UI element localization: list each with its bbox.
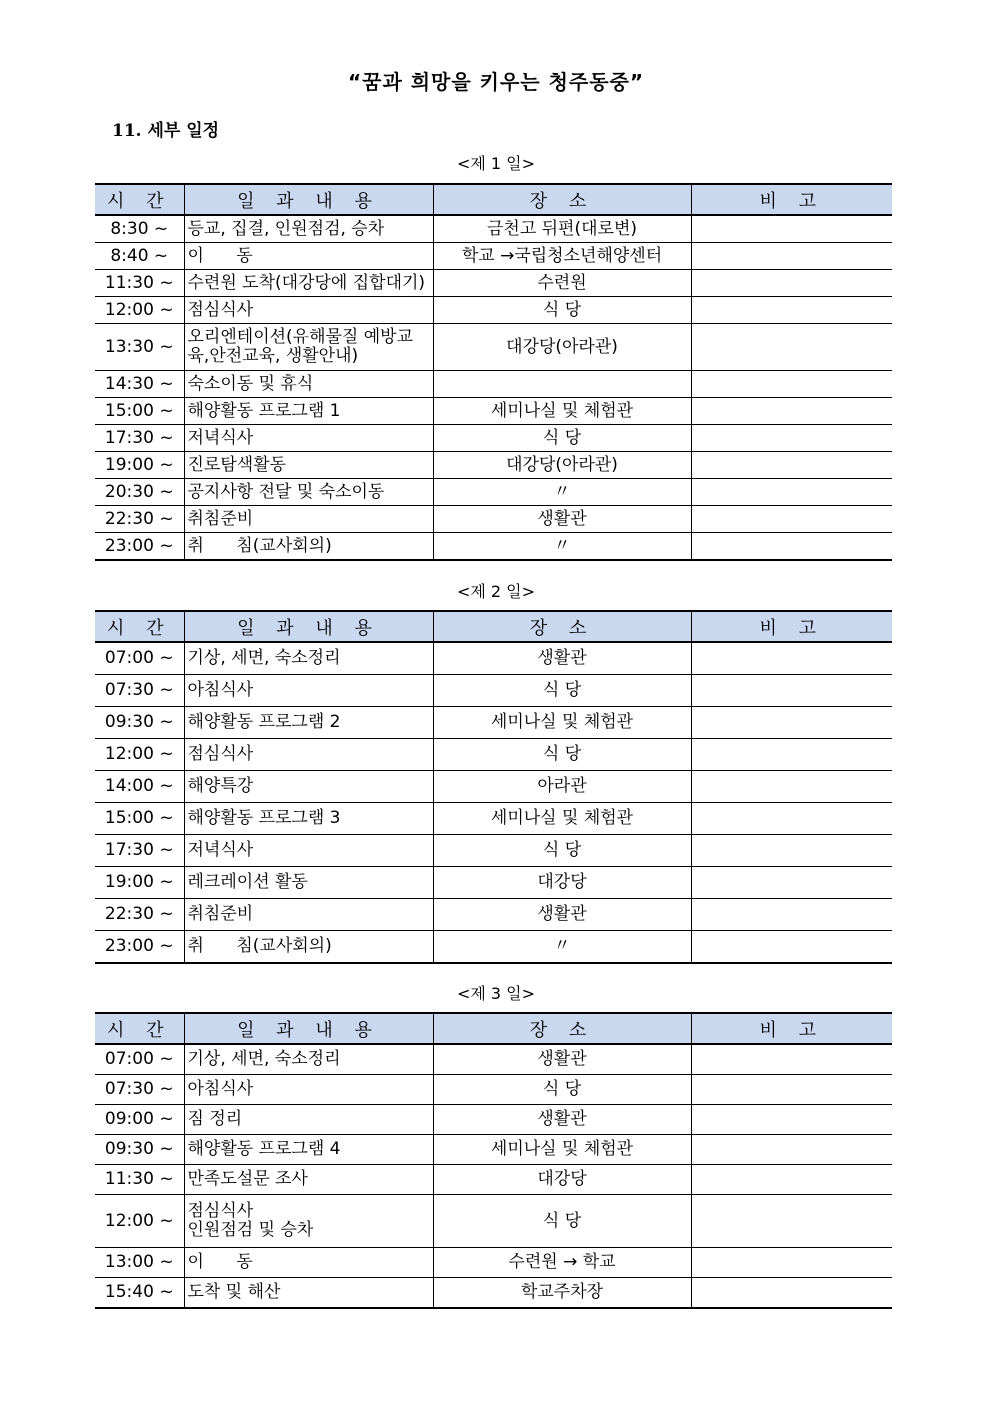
place-cell: 학교 →국립청소년해양센터 <box>433 243 691 270</box>
document-title: “꿈과 희망을 키우는 청주동중” <box>347 70 645 94</box>
schedule-row <box>95 899 892 931</box>
day-1-schedule-table <box>95 183 892 561</box>
activity-cell: 등교, 집결, 인원점검, 승차 <box>184 215 433 243</box>
schedule-row <box>95 1195 892 1248</box>
activity-cell: 저녁식사 <box>184 425 433 452</box>
schedule-row <box>95 675 892 707</box>
activity-cell: 진로탐색활동 <box>184 452 433 479</box>
note-cell <box>691 533 892 561</box>
schedule-row <box>95 707 892 739</box>
place-cell: 금천고 뒤편(대로변) <box>433 215 691 243</box>
time-cell: 14:30 ~ <box>95 371 184 398</box>
time-cell: 17:30 ~ <box>95 835 184 867</box>
section-heading: 11. 세부 일정 <box>112 121 220 141</box>
schedule-row <box>95 1135 892 1165</box>
note-cell <box>691 1165 892 1195</box>
time-cell: 20:30 ~ <box>95 479 184 506</box>
day-3-schedule-table <box>95 1012 892 1309</box>
activity-cell: 기상, 세면, 숙소정리 <box>184 1044 433 1075</box>
place-cell: 대강당(아라관) <box>433 324 691 371</box>
time-cell: 17:30 ~ <box>95 425 184 452</box>
day-1-label: <제 1 일> <box>456 154 536 173</box>
place-cell: 식 당 <box>433 1195 691 1248</box>
header-place: 장 소 <box>433 1013 691 1044</box>
activity-cell: 취 침(교사회의) <box>184 931 433 964</box>
activity-cell: 해양활동 프로그램 4 <box>184 1135 433 1165</box>
time-cell: 11:30 ~ <box>95 1165 184 1195</box>
activity-cell: 숙소이동 및 휴식 <box>184 371 433 398</box>
schedule-row <box>95 835 892 867</box>
place-cell: 생활관 <box>433 642 691 675</box>
note-cell <box>691 931 892 964</box>
note-cell <box>691 371 892 398</box>
note-cell <box>691 771 892 803</box>
time-cell: 12:00 ~ <box>95 1195 184 1248</box>
place-cell: 생활관 <box>433 1105 691 1135</box>
time-cell: 8:40 ~ <box>95 243 184 270</box>
place-cell: 세미나실 및 체험관 <box>433 803 691 835</box>
activity-cell: 점심식사 <box>184 297 433 324</box>
note-cell <box>691 479 892 506</box>
schedule-row <box>95 243 892 270</box>
place-cell: 식 당 <box>433 297 691 324</box>
activity-cell: 아침식사 <box>184 1075 433 1105</box>
activity-cell: 수련원 도착(대강당에 집합대기) <box>184 270 433 297</box>
activity-cell: 해양활동 프로그램 1 <box>184 398 433 425</box>
time-cell: 09:30 ~ <box>95 1135 184 1165</box>
place-cell: 아라관 <box>433 771 691 803</box>
schedule-row <box>95 452 892 479</box>
schedule-row <box>95 803 892 835</box>
schedule-row <box>95 1044 892 1075</box>
note-cell <box>691 324 892 371</box>
schedule-row <box>95 506 892 533</box>
time-cell: 13:00 ~ <box>95 1248 184 1278</box>
time-cell: 07:00 ~ <box>95 1044 184 1075</box>
note-cell <box>691 1195 892 1248</box>
schedule-row <box>95 1075 892 1105</box>
time-cell: 15:00 ~ <box>95 803 184 835</box>
place-cell: 생활관 <box>433 1044 691 1075</box>
schedule-row <box>95 371 892 398</box>
note-cell <box>691 1278 892 1309</box>
note-cell <box>691 270 892 297</box>
schedule-row <box>95 642 892 675</box>
note-cell <box>691 835 892 867</box>
note-cell <box>691 1105 892 1135</box>
time-cell: 07:00 ~ <box>95 642 184 675</box>
day-2-schedule-table <box>95 610 892 964</box>
note-cell <box>691 642 892 675</box>
activity-cell: 점심식사 인원점검 및 승차 <box>184 1195 433 1248</box>
header-place: 장 소 <box>433 184 691 215</box>
note-cell <box>691 425 892 452</box>
note-cell <box>691 899 892 931</box>
schedule-row <box>95 270 892 297</box>
header-note: 비 고 <box>691 1013 892 1044</box>
place-cell: 식 당 <box>433 425 691 452</box>
place-cell: 세미나실 및 체험관 <box>433 1135 691 1165</box>
place-cell: 대강당 <box>433 1165 691 1195</box>
schedule-row <box>95 771 892 803</box>
activity-cell: 공지사항 전달 및 숙소이동 <box>184 479 433 506</box>
time-cell: 07:30 ~ <box>95 1075 184 1105</box>
header-place: 장 소 <box>433 611 691 642</box>
note-cell <box>691 1248 892 1278</box>
place-cell: 생활관 <box>433 506 691 533</box>
time-cell: 12:00 ~ <box>95 739 184 771</box>
place-cell: 수련원 <box>433 270 691 297</box>
schedule-row <box>95 931 892 964</box>
note-cell <box>691 867 892 899</box>
place-cell: 〃 <box>433 533 691 561</box>
place-cell: 생활관 <box>433 899 691 931</box>
activity-cell: 레크레이션 활동 <box>184 867 433 899</box>
schedule-row <box>95 739 892 771</box>
activity-cell: 저녁식사 <box>184 835 433 867</box>
activity-cell: 도착 및 해산 <box>184 1278 433 1309</box>
header-activity: 일 과 내 용 <box>184 1013 433 1044</box>
schedule-row <box>95 1278 892 1309</box>
activity-cell: 기상, 세면, 숙소정리 <box>184 642 433 675</box>
place-cell: 식 당 <box>433 739 691 771</box>
header-activity: 일 과 내 용 <box>184 611 433 642</box>
note-cell <box>691 1044 892 1075</box>
place-cell: 식 당 <box>433 835 691 867</box>
note-cell <box>691 398 892 425</box>
time-cell: 19:00 ~ <box>95 867 184 899</box>
schedule-row <box>95 867 892 899</box>
note-cell <box>691 739 892 771</box>
day-3-label: <제 3 일> <box>456 984 536 1003</box>
place-cell: 대강당(아라관) <box>433 452 691 479</box>
time-cell: 14:00 ~ <box>95 771 184 803</box>
note-cell <box>691 243 892 270</box>
time-cell: 09:30 ~ <box>95 707 184 739</box>
activity-cell: 해양특강 <box>184 771 433 803</box>
time-cell: 22:30 ~ <box>95 899 184 931</box>
header-time: 시 간 <box>95 611 184 642</box>
schedule-row <box>95 398 892 425</box>
note-cell <box>691 215 892 243</box>
note-cell <box>691 675 892 707</box>
place-cell: 〃 <box>433 931 691 964</box>
activity-cell: 해양활동 프로그램 2 <box>184 707 433 739</box>
note-cell <box>691 707 892 739</box>
schedule-row <box>95 297 892 324</box>
activity-cell: 점심식사 <box>184 739 433 771</box>
time-cell: 8:30 ~ <box>95 215 184 243</box>
schedule-row <box>95 215 892 243</box>
schedule-row <box>95 425 892 452</box>
note-cell <box>691 803 892 835</box>
place-cell: 학교주차장 <box>433 1278 691 1309</box>
activity-cell: 아침식사 <box>184 675 433 707</box>
place-cell: 세미나실 및 체험관 <box>433 398 691 425</box>
schedule-row <box>95 1105 892 1135</box>
activity-cell: 취 침(교사회의) <box>184 533 433 561</box>
note-cell <box>691 506 892 533</box>
header-note: 비 고 <box>691 184 892 215</box>
header-note: 비 고 <box>691 611 892 642</box>
time-cell: 09:00 ~ <box>95 1105 184 1135</box>
time-cell: 12:00 ~ <box>95 297 184 324</box>
header-activity: 일 과 내 용 <box>184 184 433 215</box>
schedule-row <box>95 324 892 371</box>
schedule-row <box>95 533 892 561</box>
place-cell: 수련원 → 학교 <box>433 1248 691 1278</box>
activity-cell: 해양활동 프로그램 3 <box>184 803 433 835</box>
place-cell: 세미나실 및 체험관 <box>433 707 691 739</box>
time-cell: 23:00 ~ <box>95 533 184 561</box>
time-cell: 22:30 ~ <box>95 506 184 533</box>
place-cell: 〃 <box>433 479 691 506</box>
activity-cell: 이 동 <box>184 1248 433 1278</box>
place-cell: 식 당 <box>433 675 691 707</box>
activity-cell: 짐 정리 <box>184 1105 433 1135</box>
activity-cell: 이 동 <box>184 243 433 270</box>
note-cell <box>691 1075 892 1105</box>
schedule-row <box>95 1248 892 1278</box>
schedule-row <box>95 479 892 506</box>
activity-cell: 취침준비 <box>184 899 433 931</box>
time-cell: 07:30 ~ <box>95 675 184 707</box>
note-cell <box>691 297 892 324</box>
activity-cell: 오리엔테이션(유해물질 예방교육,안전교육, 생활안내) <box>184 324 433 371</box>
day-2-label: <제 2 일> <box>456 582 536 601</box>
note-cell <box>691 1135 892 1165</box>
time-cell: 15:00 ~ <box>95 398 184 425</box>
time-cell: 15:40 ~ <box>95 1278 184 1309</box>
time-cell: 13:30 ~ <box>95 324 184 371</box>
place-cell <box>433 371 691 398</box>
time-cell: 23:00 ~ <box>95 931 184 964</box>
time-cell: 19:00 ~ <box>95 452 184 479</box>
schedule-row <box>95 1165 892 1195</box>
activity-cell: 만족도설문 조사 <box>184 1165 433 1195</box>
place-cell: 대강당 <box>433 867 691 899</box>
place-cell: 식 당 <box>433 1075 691 1105</box>
time-cell: 11:30 ~ <box>95 270 184 297</box>
header-time: 시 간 <box>95 1013 184 1044</box>
activity-cell: 취침준비 <box>184 506 433 533</box>
header-time: 시 간 <box>95 184 184 215</box>
note-cell <box>691 452 892 479</box>
